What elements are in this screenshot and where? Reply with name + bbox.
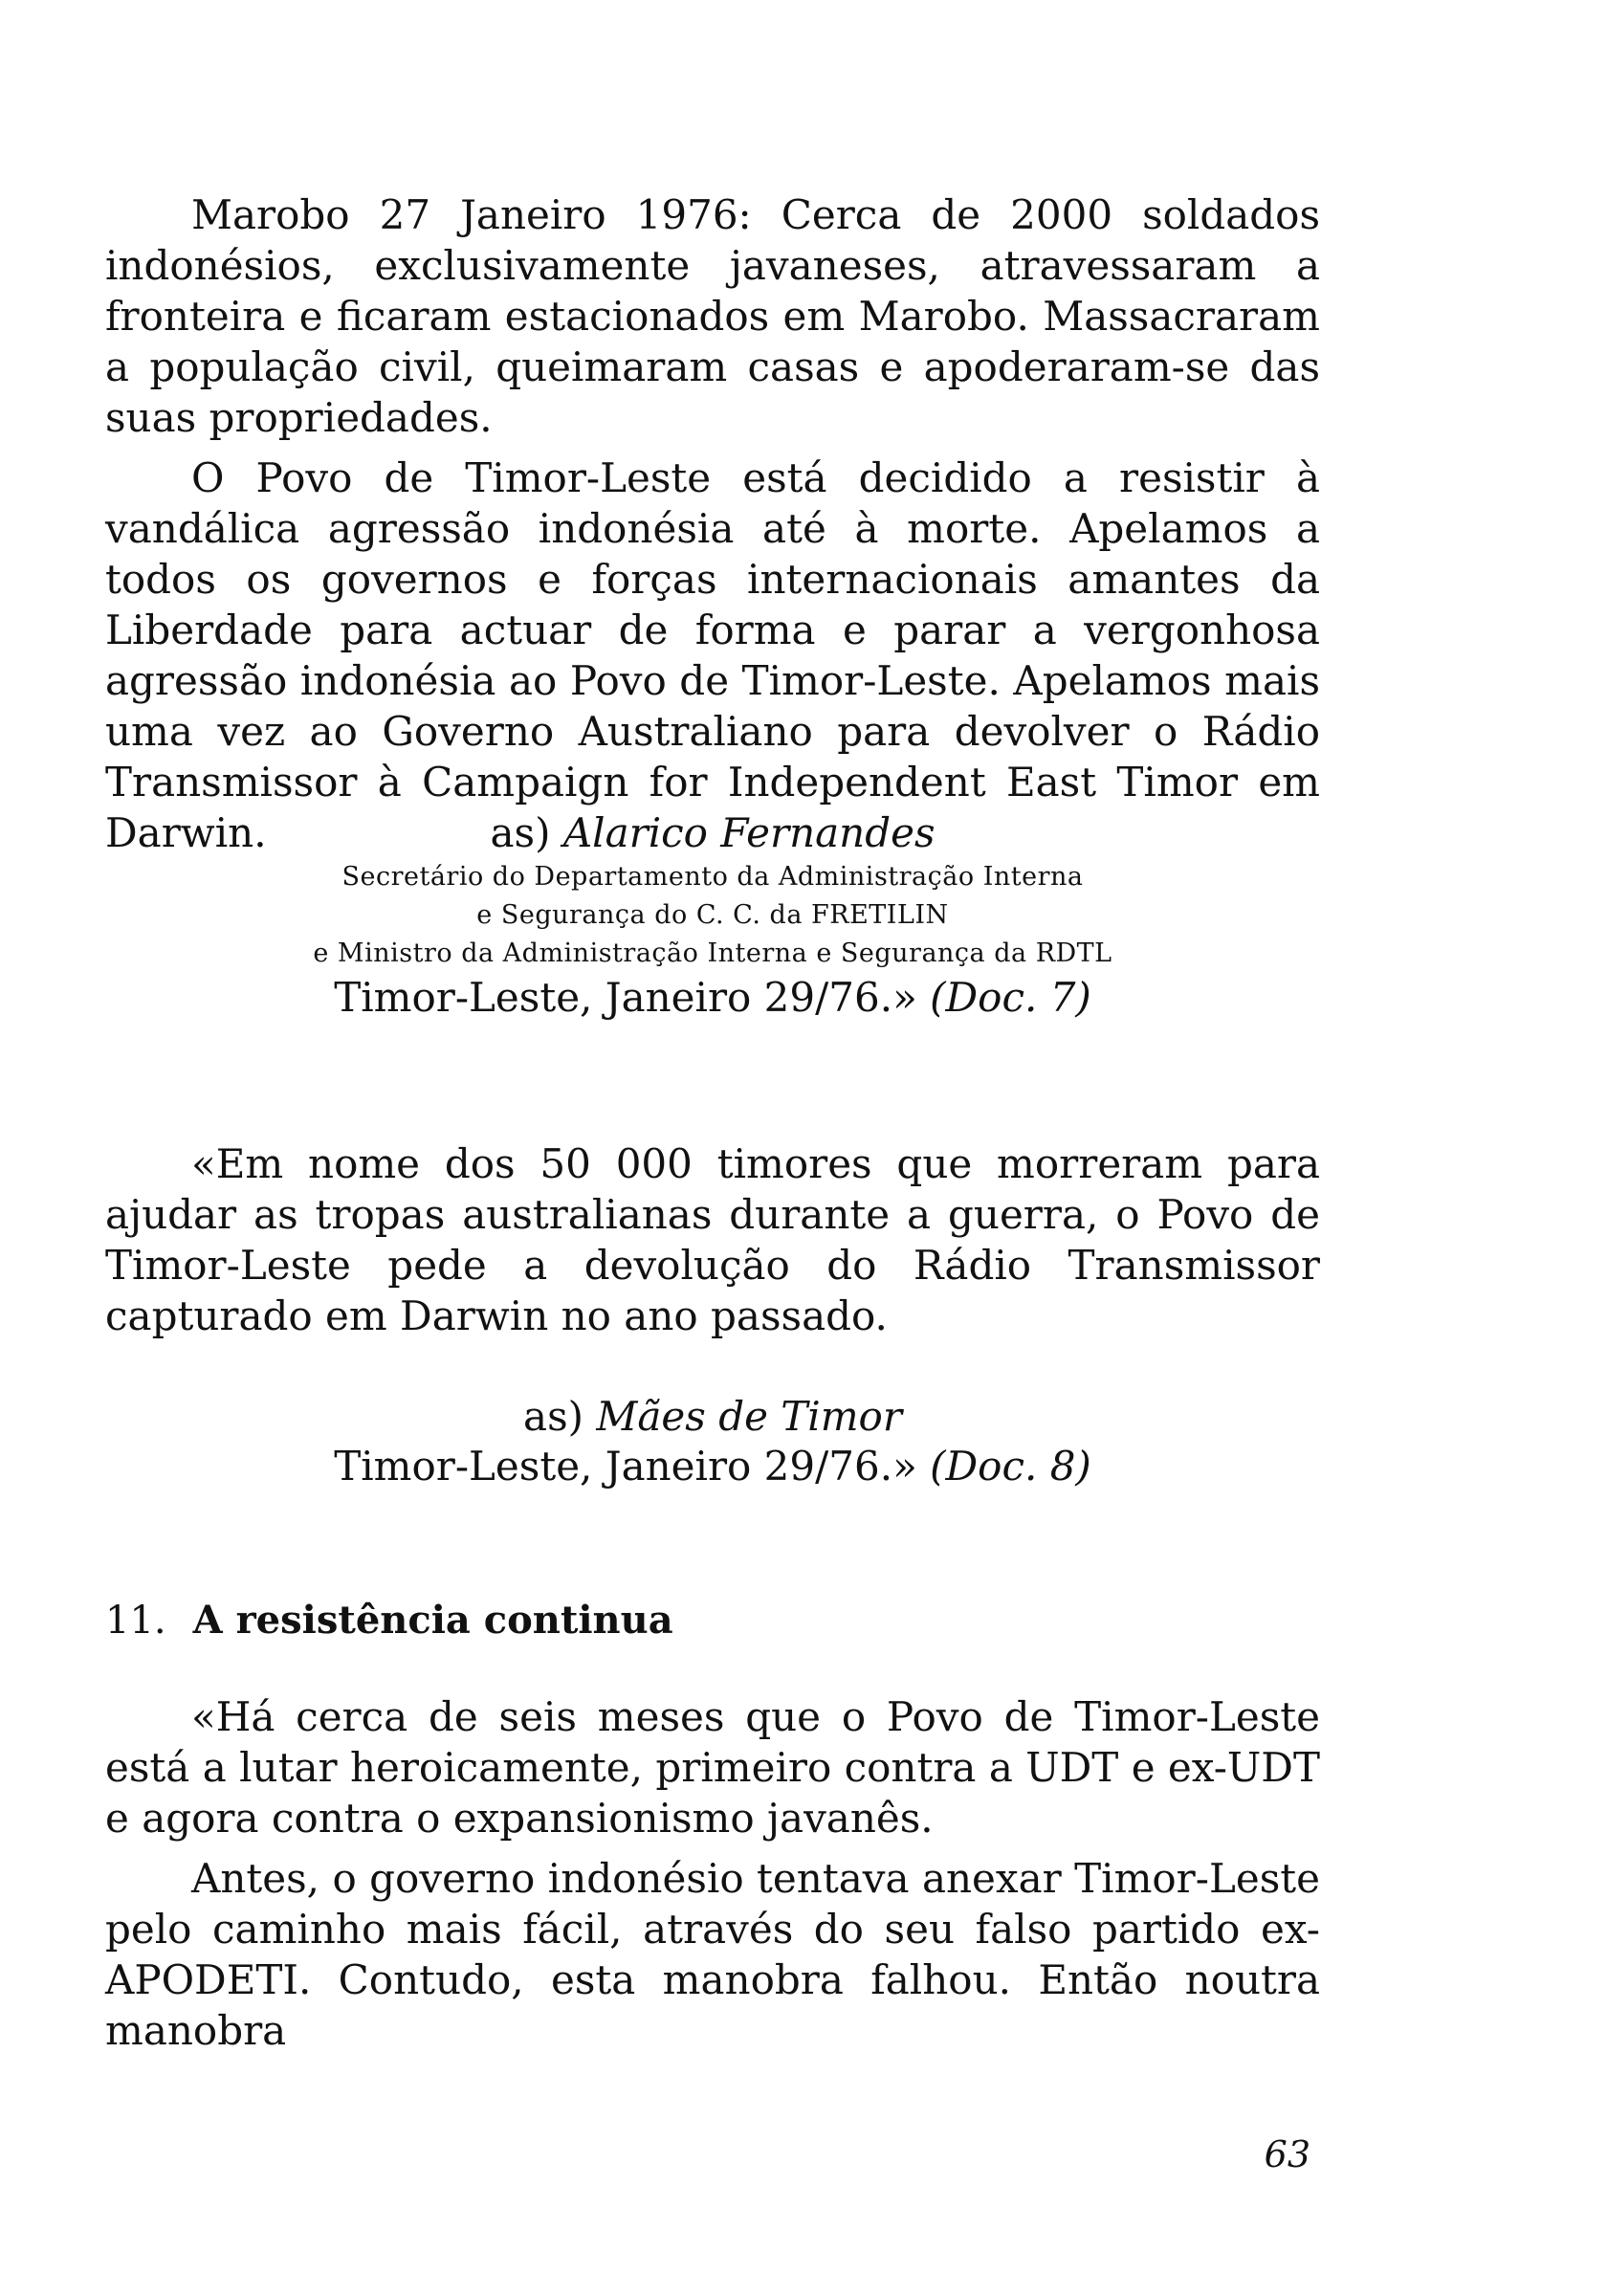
signatory-name: Mães de Timor	[596, 1393, 902, 1440]
signature-prefix: as)	[490, 809, 551, 856]
paragraph-resistance: «Há cerca de seis meses que o Povo de Timor-Leste está a lutar heroicamente, primeiro contra a UDT e ex-UDT e agora contra o expansionismo javanês.	[105, 1693, 1320, 1842]
section-title: A resistência continua	[192, 1598, 673, 1643]
signature-name-line	[105, 1392, 1320, 1442]
paragraph-appeal: O Povo de Timor-Leste está decidido a resistir à vandálica agressão indonésia até à morte. Apelamos a todos os governos e forças internacionais amantes da Liberdade para actuar de forma e parar a vergonhosa agressão indonésia ao Povo de Timor-Leste. Apelamos mais uma vez ao Governo Australiano para devolver o Rádio Transmissor à Campaign for Independent East Timor em Darwin.	[105, 454, 1320, 856]
page-number: 63	[1264, 2133, 1310, 2175]
top-text-block	[105, 189, 1320, 858]
signatory-name: Alarico Fernandes	[562, 809, 936, 856]
place-date-line	[105, 973, 1320, 1023]
signatory-title-2: e Segurança do C. C. da FRETILIN	[476, 900, 949, 930]
middle-text-block	[105, 1138, 1320, 1341]
doc-reference: (Doc. 8)	[930, 1443, 1091, 1490]
signature-prefix: as)	[523, 1393, 584, 1440]
paragraph-maes: «Em nome dos 50 000 timores que morreram para ajudar as tropas australianas durante a guerra, o Povo de Timor-Leste pede a devolução do Rádio Transmissor capturado em Darwin no ano passado.	[105, 1140, 1320, 1339]
signature-block-1	[105, 808, 1320, 1023]
paragraph-annexation: Antes, o governo indonésio tentava anexar Timor-Leste pelo caminho mais fácil, através do seu falso partido ex-APODETI. Contudo, esta manobra falhou. Então noutra manobra	[105, 1855, 1320, 2054]
doc-reference: (Doc. 7)	[930, 974, 1091, 1021]
section-number: 11.	[105, 1599, 166, 1643]
bottom-text-block	[105, 1691, 1320, 2056]
place-date: Timor-Leste, Janeiro 29/76.»	[334, 1443, 917, 1490]
signatory-title-1: Secretário do Departamento da Administração Interna	[341, 862, 1084, 892]
signature-name-line	[105, 808, 1320, 858]
paragraph-marobo: Marobo 27 Janeiro 1976: Cerca de 2000 soldados indonésios, exclusivamente javaneses, atravessaram a fronteira e ficaram estacionados em Marobo. Massacraram a população civil, queimaram casas e apoderaram-se das suas propriedades.	[105, 191, 1320, 441]
signature-block-2	[105, 1392, 1320, 1491]
place-date-line	[105, 1442, 1320, 1491]
signatory-title-3: e Ministro da Administração Interna e Segurança da RDTL	[313, 938, 1112, 968]
place-date: Timor-Leste, Janeiro 29/76.»	[334, 974, 917, 1021]
section-heading	[105, 1596, 673, 1645]
